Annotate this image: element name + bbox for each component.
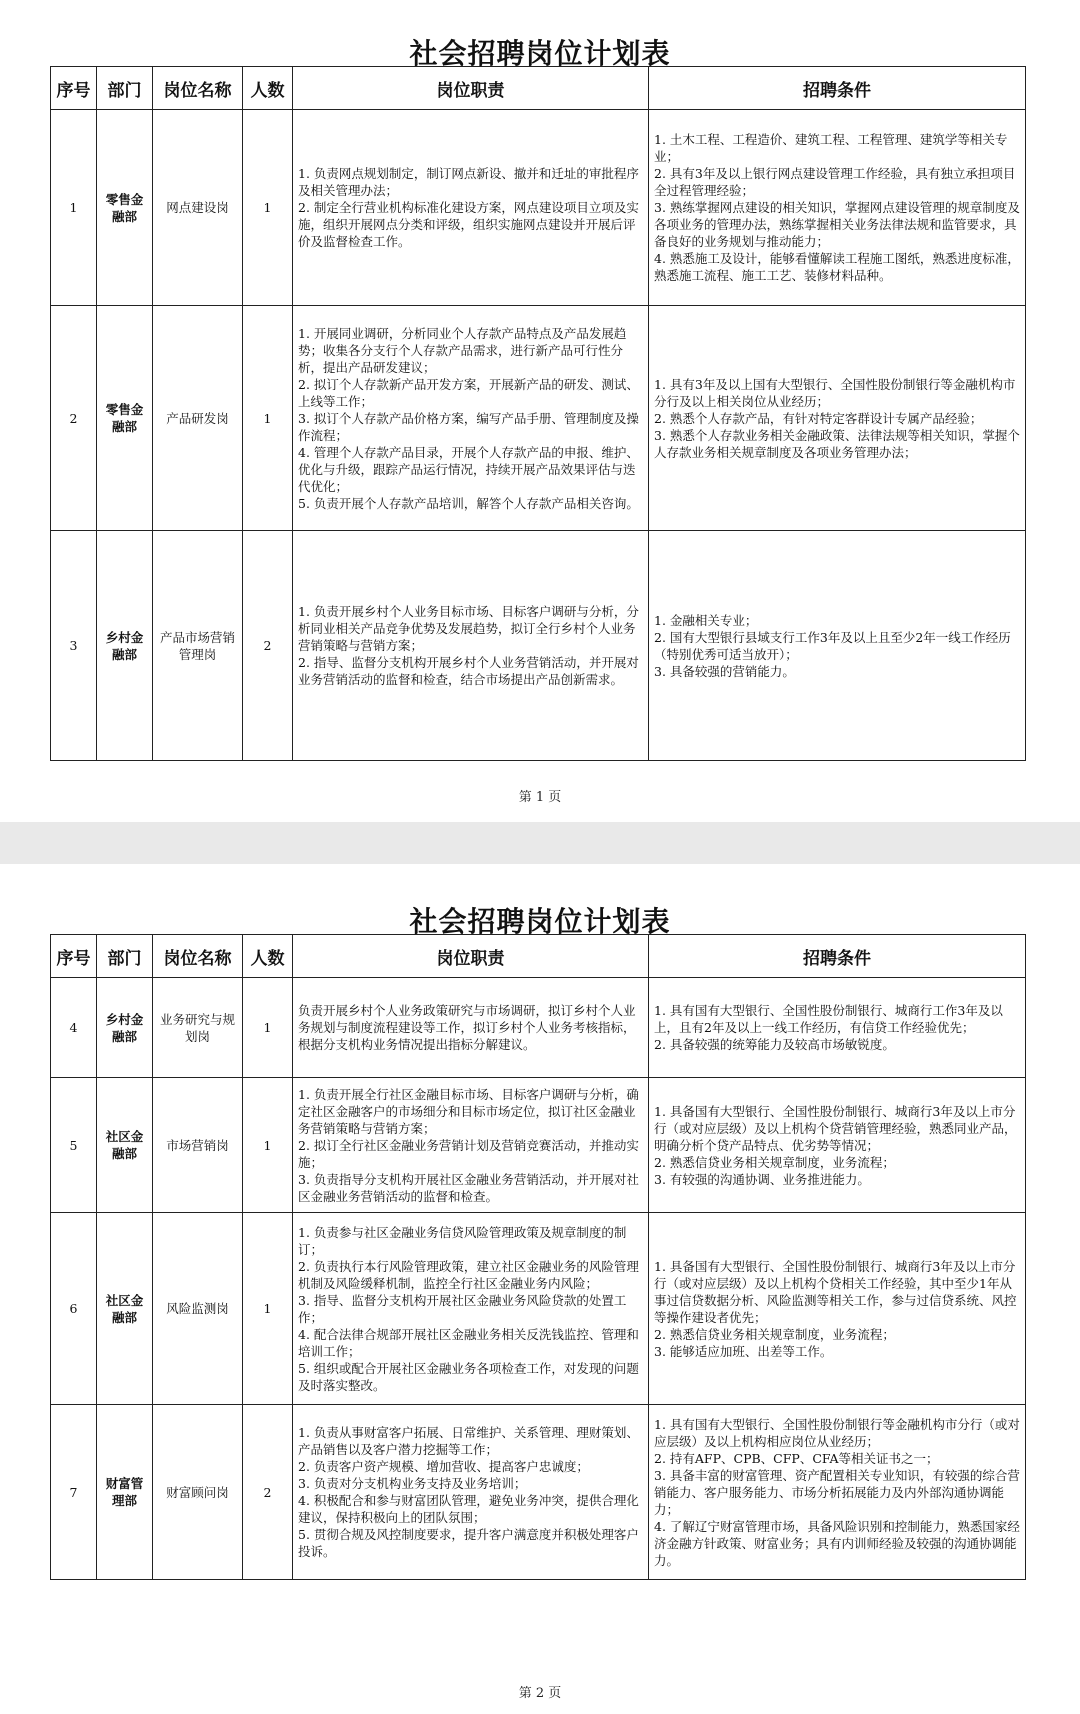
row-count: 1 — [243, 306, 293, 531]
row-post: 网点建设岗 — [153, 110, 243, 306]
sheet-title: 社会招聘岗位计划表 — [409, 905, 671, 938]
row-count: 1 — [243, 110, 293, 306]
header-requirements: 招聘条件 — [649, 67, 1026, 110]
table-row — [51, 110, 1026, 306]
row-duties: 1. 开展同业调研，分析同业个人存款产品特点及产品发展趋势；收集各分支行个人存款产品需求，进行新产品可行性分析，提出产品研发建议； 2. 拟订个人存款新产品开发方案，开展新产品的研发、测试、上线等工作； 3. 拟订个人存款产品价格方案，编写产品手册、管理制度及操作流程； 4. 管理个人存款产品目录，开展个人存款产品的申报、维护、优化与升级，跟踪产品运行情况，持续开展产品效果评估与迭代优化； 5. 负责开展个人存款产品培训，解答个人存款产品相关咨询。 — [293, 306, 649, 531]
row-count: 1 — [243, 978, 293, 1078]
row-dept: 零售金融部 — [97, 110, 153, 306]
sheet-title: 社会招聘岗位计划表 — [409, 37, 671, 70]
row-no: 5 — [51, 1078, 97, 1213]
header-duties: 岗位职责 — [293, 67, 649, 110]
row-requirements: 1. 具有国有大型银行、全国性股份制银行、城商行工作3年及以上，且有2年及以上一线工作经历，有信贷工作经验优先； 2. 具备较强的统筹能力及较高市场敏锐度。 — [649, 978, 1026, 1078]
row-duties: 1. 负责开展乡村个人业务目标市场、目标客户调研与分析，分析同业相关产品竞争优势及发展趋势，拟订全行乡村个人业务营销策略与营销方案； 2. 指导、监督分支机构开展乡村个人业务营销活动，并开展对业务营销活动的监督和检查，结合市场提出产品创新需求。 — [293, 531, 649, 761]
row-dept: 财富管理部 — [97, 1405, 153, 1580]
row-post: 市场营销岗 — [153, 1078, 243, 1213]
document-page-2 — [0, 864, 1080, 1714]
row-post: 业务研究与规划岗 — [153, 978, 243, 1078]
page-separator — [0, 822, 1080, 864]
row-count: 1 — [243, 1213, 293, 1405]
row-dept: 乡村金融部 — [97, 531, 153, 761]
header-no: 序号 — [51, 935, 97, 978]
row-post: 产品研发岗 — [153, 306, 243, 531]
table-row — [51, 1078, 1026, 1213]
header-duties: 岗位职责 — [293, 935, 649, 978]
row-no: 3 — [51, 531, 97, 761]
row-requirements: 1. 具有国有大型银行、全国性股份制银行等金融机构市分行（或对应层级）及以上机构相应岗位从业经历； 2. 持有AFP、CPB、CFP、CFA等相关证书之一； 3. 具备丰富的财富管理、资产配置相关专业知识，有较强的综合营销能力、客户服务能力、市场分析拓展能力及内外部沟通协调能力； 4. 了解辽宁财富管理市场，具备风险识别和控制能力，熟悉国家经济金融方针政策、财富业务；具有内训师经验及较强的沟通协调能力。 — [649, 1405, 1026, 1580]
row-no: 4 — [51, 978, 97, 1078]
header-dept: 部门 — [97, 935, 153, 978]
row-requirements: 1. 具备国有大型银行、全国性股份制银行、城商行3年及以上市分行（或对应层级）及以上机构个贷相关工作经验，其中至少1年从事过信贷数据分析、风险监测等相关工作，参与过信贷系统、风控等操作建设者优先； 2. 熟悉信贷业务相关规章制度，业务流程； 3. 能够适应加班、出差等工作。 — [649, 1213, 1026, 1405]
row-no: 7 — [51, 1405, 97, 1580]
table-row — [51, 1213, 1026, 1405]
document-page-1 — [0, 0, 1080, 822]
row-count: 2 — [243, 1405, 293, 1580]
row-count: 1 — [243, 1078, 293, 1213]
page-footer: 第 1 页 — [518, 790, 562, 805]
table-row — [51, 1405, 1026, 1580]
row-count: 2 — [243, 531, 293, 761]
row-requirements: 1. 土木工程、工程造价、建筑工程、工程管理、建筑学等相关专业； 2. 具有3年及以上银行网点建设管理工作经验，具有独立承担项目全过程管理经验； 3. 熟练掌握网点建设的相关知识，掌握网点建设管理的规章制度及各项业务的管理办法，熟练掌握相关业务法律法规和监管要求，具备良好的业务规划与推动能力； 4. 熟悉施工及设计，能够看懂解读工程施工图纸，熟悉进度标准，熟悉施工流程、施工工艺、装修材料品种。 — [649, 110, 1026, 306]
header-row — [51, 935, 1026, 978]
header-requirements: 招聘条件 — [649, 935, 1026, 978]
row-dept: 零售金融部 — [97, 306, 153, 531]
row-post: 财富顾问岗 — [153, 1405, 243, 1580]
row-no: 2 — [51, 306, 97, 531]
row-post: 产品市场营销管理岗 — [153, 531, 243, 761]
row-duties: 1. 负责从事财富客户拓展、日常维护、关系管理、理财策划、产品销售以及客户潜力挖掘等工作； 2. 负责客户资产规模、增加营收、提高客户忠诚度； 3. 负责对分支机构业务支持及业务培训； 4. 积极配合和参与财富团队管理，避免业务冲突，提供合理化建议，保持积极向上的团队氛围； 5. 贯彻合规及风控制度要求，提升客户满意度并积极处理客户投诉。 — [293, 1405, 649, 1580]
row-requirements: 1. 金融相关专业； 2. 国有大型银行县域支行工作3年及以上且至少2年一线工作经历（特别优秀可适当放开）； 3. 具备较强的营销能力。 — [649, 531, 1026, 761]
recruitment-table — [50, 66, 1026, 761]
row-dept: 社区金融部 — [97, 1213, 153, 1405]
row-dept: 社区金融部 — [97, 1078, 153, 1213]
row-no: 1 — [51, 110, 97, 306]
header-count: 人数 — [243, 67, 293, 110]
row-duties: 1. 负责开展全行社区金融目标市场、目标客户调研与分析，确定社区金融客户的市场细分和目标市场定位，拟订社区金融业务营销策略与营销方案； 2. 拟订全行社区金融业务营销计划及营销竞赛活动，并推动实施； 3. 负责指导分支机构开展社区金融业务营销活动，并开展对社区金融业务营销活动的监督和检查。 — [293, 1078, 649, 1213]
table-row — [51, 978, 1026, 1078]
table-row — [51, 531, 1026, 761]
row-no: 6 — [51, 1213, 97, 1405]
row-requirements: 1. 具备国有大型银行、全国性股份制银行、城商行3年及以上市分行（或对应层级）及以上机构个贷营销管理经验，熟悉同业产品，明确分析个贷产品特点、优劣势等情况； 2. 熟悉信贷业务相关规章制度，业务流程； 3. 有较强的沟通协调、业务推进能力。 — [649, 1078, 1026, 1213]
row-dept: 乡村金融部 — [97, 978, 153, 1078]
row-duties: 负责开展乡村个人业务政策研究与市场调研，拟订乡村个人业务规划与制度流程建设等工作，拟订乡村个人业务考核指标，根据分支机构业务情况提出指标分解建议。 — [293, 978, 649, 1078]
recruitment-table — [50, 934, 1026, 1580]
header-post: 岗位名称 — [153, 935, 243, 978]
row-requirements: 1. 具有3年及以上国有大型银行、全国性股份制银行等金融机构市分行及以上相关岗位从业经历； 2. 熟悉个人存款产品，有针对特定客群设计专属产品经验； 3. 熟悉个人存款业务相关金融政策、法律法规等相关知识，掌握个人存款业务相关规章制度及各项业务管理办法； — [649, 306, 1026, 531]
header-no: 序号 — [51, 67, 97, 110]
page-footer: 第 2 页 — [518, 1686, 562, 1701]
row-duties: 1. 负责参与社区金融业务信贷风险管理政策及规章制度的制订； 2. 负责执行本行风险管理政策，建立社区金融业务的风险管理机制及风险缓释机制，监控全行社区金融业务内风险； 3. 指导、监督分支机构开展社区金融业务风险贷款的处置工作； 4. 配合法律合规部开展社区金融业务相关反洗钱监控、管理和培训工作； 5. 组织或配合开展社区金融业务各项检查工作，对发现的问题及时落实整改。 — [293, 1213, 649, 1405]
header-count: 人数 — [243, 935, 293, 978]
header-row — [51, 67, 1026, 110]
table-row — [51, 306, 1026, 531]
header-dept: 部门 — [97, 67, 153, 110]
row-duties: 1. 负责网点规划制定，制订网点新设、撤并和迁址的审批程序及相关管理办法； 2. 制定全行营业机构标准化建设方案，网点建设项目立项及实施，组织开展网点分类和评级，组织实施网点建设并开展后评价及监督检查工作。 — [293, 110, 649, 306]
row-post: 风险监测岗 — [153, 1213, 243, 1405]
header-post: 岗位名称 — [153, 67, 243, 110]
